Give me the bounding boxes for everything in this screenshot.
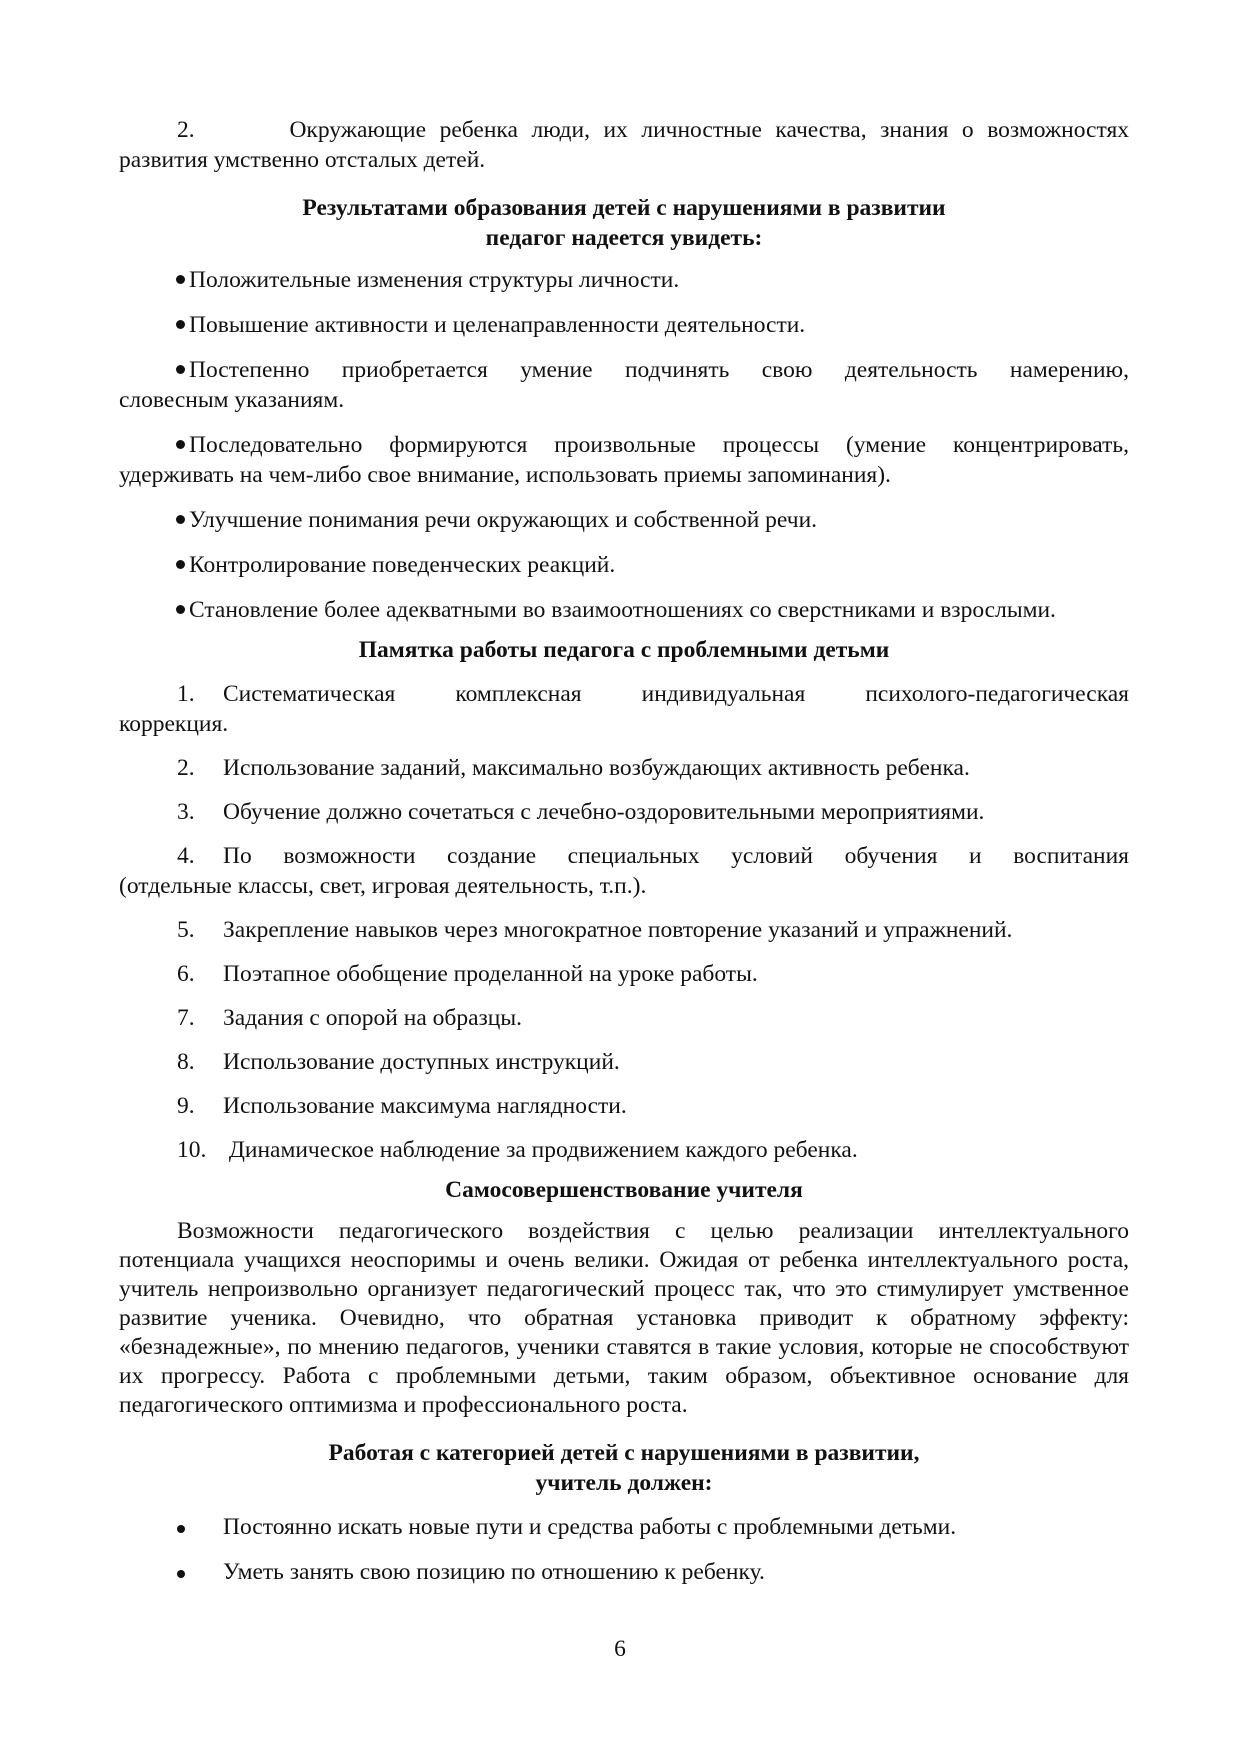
list-item <box>119 1047 1129 1077</box>
list-item-text: Закрепление навыков через многократное повторение указаний и упражнений. <box>223 917 1013 943</box>
bullet-dot-icon <box>176 515 185 524</box>
results-bullet-list <box>119 265 1129 625</box>
list-item-number: 2. <box>177 755 195 781</box>
list-item-number: 4. <box>177 843 195 869</box>
bullet-dot-icon <box>176 560 185 569</box>
teacher-bullet-list <box>119 1512 1129 1587</box>
list-item-text: Использование заданий, максимально возбуждающих активность ребенка. <box>223 755 970 781</box>
bullet-dot-icon <box>176 365 185 374</box>
list-item-text-continued: коррекция. <box>119 711 229 737</box>
list-item-number: 7. <box>177 1005 195 1031</box>
list-item-text: Использование доступных инструкций. <box>223 1049 620 1075</box>
list-item <box>119 1135 1129 1165</box>
list-item-text: Использование максимума наглядности. <box>223 1093 627 1119</box>
bullet-text: Постоянно искать новые пути и средства работы с проблемными детьми. <box>223 1514 957 1540</box>
bullet-text: Повышение активности и целенаправленности деятельности. <box>189 312 806 338</box>
list-item <box>119 310 1129 340</box>
bullet-dot-icon <box>176 605 185 614</box>
results-heading-line1: Результатами образования детей с нарушениями в развитии <box>302 195 946 221</box>
list-item <box>119 1003 1129 1033</box>
list-item <box>119 550 1129 580</box>
list-item <box>119 753 1129 783</box>
bullet-dot-icon <box>177 1570 185 1578</box>
list-item-text: Обучение должно сочетаться с лечебно-оздоровительными мероприятиями. <box>223 799 985 825</box>
intro-item-line1: Окружающие ребенка люди, их личностные качества, знания о возможностях <box>289 117 1129 143</box>
list-item <box>119 841 1129 901</box>
intro-item-number: 2. <box>177 117 195 143</box>
list-item <box>119 505 1129 535</box>
list-item-text: Систематическая комплексная индивидуальная психолого-педагогическая <box>223 681 1129 707</box>
list-item-number: 5. <box>177 917 195 943</box>
list-item <box>119 355 1129 415</box>
list-item-text: По возможности создание специальных условий обучения и воспитания <box>223 843 1129 869</box>
bullet-text: Улучшение понимания речи окружающих и собственной речи. <box>189 507 818 533</box>
bullet-text: Постепенно приобретается умение подчинять свою деятельность намерению, <box>189 357 1129 383</box>
list-item-text: Поэтапное обобщение проделанной на уроке работы. <box>223 961 758 987</box>
bullet-text: Становление более адекватными во взаимоотношениях со сверстниками и взрослыми. <box>189 597 1056 623</box>
self-improvement-paragraph: Возможности педагогического воздействия с целью реализации интеллектуального потенциала учащихся неоспоримы и очень велики. Ожидая от ребенка интеллектуального роста, учитель непроизвольно организует педагогический процесс так, что это стимулирует умственное развитие ученика. Очевидно, что обратная установка приводит к обратному эффекту: «безнадежные», по мнению педагогов, ученики ставятся в такие условия, которые не способствуют их прогрессу. Работа с проблемными детьми, таким образом, объективное основание для педагогического оптимизма и профессионального роста. <box>119 1218 1129 1418</box>
results-heading-line2: педагог надеется увидеть: <box>485 225 763 251</box>
bullet-text-continued: удерживать на чем-либо свое внимание, использовать приемы запоминания). <box>119 462 891 488</box>
list-item <box>119 595 1129 625</box>
bullet-text: Положительные изменения структуры личности. <box>189 267 680 293</box>
list-item-number: 6. <box>177 961 195 987</box>
list-item <box>119 265 1129 295</box>
bullet-text-continued: словесным указаниям. <box>119 387 345 413</box>
list-item-text: Динамическое наблюдение за продвижением каждого ребенка. <box>223 1137 858 1163</box>
teacher-heading-line2: учитель должен: <box>535 1470 713 1496</box>
results-heading <box>119 193 1129 253</box>
list-item <box>119 1512 1129 1542</box>
list-item <box>119 959 1129 989</box>
list-item-text: Задания с опорой на образцы. <box>223 1005 523 1031</box>
page-number: 6 <box>614 1636 626 1662</box>
list-item <box>119 430 1129 490</box>
bullet-dot-icon <box>176 440 185 449</box>
list-item-number: 10. <box>177 1137 207 1163</box>
self-improvement-heading: Самосовершенствование учителя <box>445 1177 803 1203</box>
intro-item-line2: развития умственно отсталых детей. <box>119 147 486 173</box>
bullet-dot-icon <box>176 320 185 329</box>
list-item-number: 8. <box>177 1049 195 1075</box>
teacher-heading <box>119 1438 1129 1498</box>
list-item-number: 1. <box>177 681 195 707</box>
intro-item-2 <box>119 115 1129 175</box>
document-page <box>119 115 1129 1587</box>
bullet-text: Уметь занять свою позицию по отношению к ребенку. <box>223 1559 765 1585</box>
bullet-dot-icon <box>176 275 185 284</box>
list-item-number: 3. <box>177 799 195 825</box>
list-item-number: 9. <box>177 1093 195 1119</box>
memo-list <box>119 679 1129 1165</box>
bullet-dot-icon <box>177 1525 185 1533</box>
list-item <box>119 679 1129 739</box>
bullet-text: Контролирование поведенческих реакций. <box>189 552 616 578</box>
bullet-text: Последовательно формируются произвольные процессы (умение концентрировать, <box>189 432 1129 458</box>
list-item <box>119 915 1129 945</box>
teacher-heading-line1: Работая с категорией детей с нарушениями в развитии, <box>328 1440 920 1466</box>
list-item <box>119 1091 1129 1121</box>
list-item <box>119 797 1129 827</box>
list-item-text-continued: (отдельные классы, свет, игровая деятельность, т.п.). <box>119 873 647 899</box>
list-item <box>119 1557 1129 1587</box>
memo-heading: Памятка работы педагога с проблемными детьми <box>358 637 890 663</box>
